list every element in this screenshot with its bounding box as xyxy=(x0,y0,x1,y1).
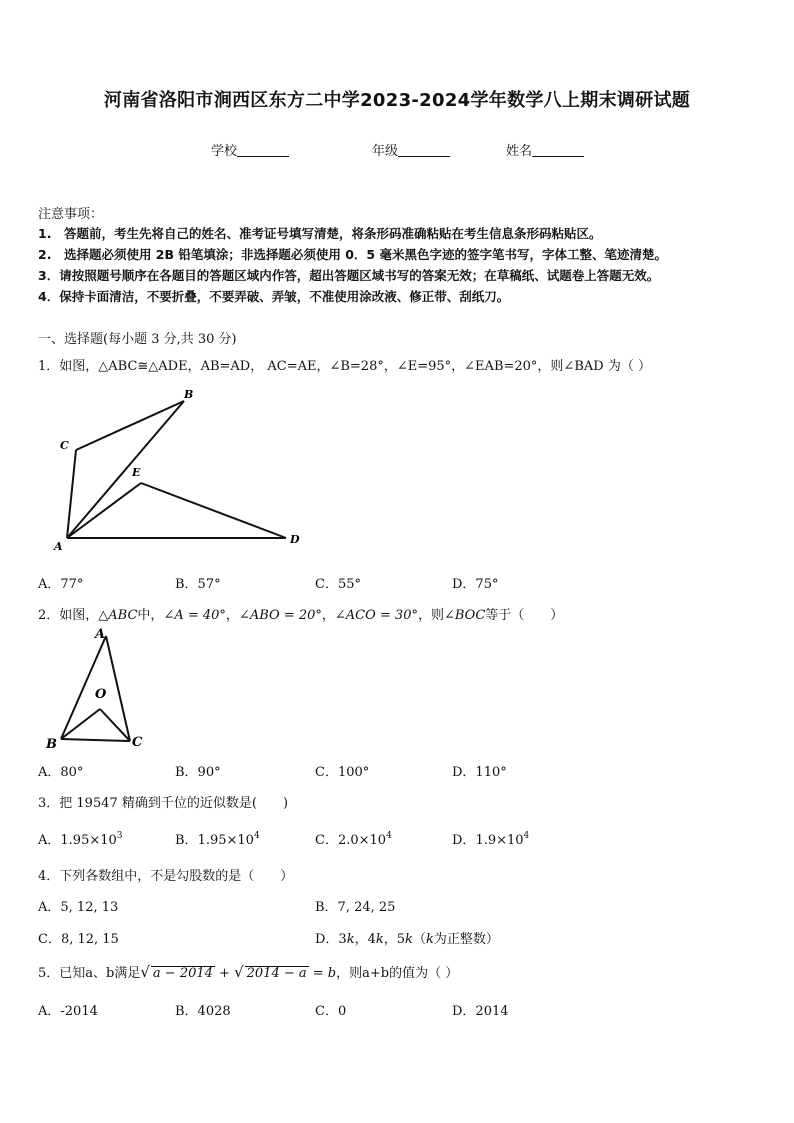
label-O: O xyxy=(95,687,107,702)
notes-heading: 注意事项： xyxy=(38,207,104,222)
q3-option-base: 1.95×10 xyxy=(197,833,254,848)
q2-zhong: 中， xyxy=(137,608,164,623)
q3-option-label: C． xyxy=(315,833,338,848)
school-blank xyxy=(237,143,289,157)
q3-option-label: B． xyxy=(175,833,198,848)
q1-option-d: D．75° xyxy=(452,577,499,592)
label-D: D xyxy=(290,533,300,546)
q2-option-b: B．90° xyxy=(175,765,221,780)
q5-option-a: A．-2014 xyxy=(38,1004,98,1019)
q2-option-a: A．80° xyxy=(38,765,84,780)
q4-d-paren: （ xyxy=(412,932,426,947)
q3-option-d xyxy=(452,829,529,848)
q4-option-c: C．8, 12, 15 xyxy=(38,932,119,947)
name-field xyxy=(506,140,584,159)
grade-blank xyxy=(398,143,450,157)
q3-option-b xyxy=(175,829,260,848)
note-item: 1. 答题前，考生先将自己的姓名、准考证号填写清楚，将条形码准确粘贴在考生信息条形码粘贴区。 xyxy=(38,226,602,241)
q5-option-d: D．2014 xyxy=(452,1004,509,1019)
q5-tail: ，则a+b的值为（ ） xyxy=(336,966,459,981)
q2-comma: ， xyxy=(225,608,239,623)
q3-option-label: A． xyxy=(38,833,61,848)
school-label: 学校 xyxy=(211,144,238,159)
q4-option-b: B．7, 24, 25 xyxy=(315,900,396,915)
q5-eq: = b xyxy=(308,966,337,981)
q4-d-tail: 为正整数） xyxy=(433,932,499,947)
grade-label: 年级 xyxy=(372,144,399,159)
q2-abc: ABC xyxy=(108,608,138,623)
q2-tri: △ xyxy=(98,608,109,623)
q4-d-k: k xyxy=(346,932,355,947)
question-4-text: 4．下列各数组中，不是勾股数的是（ ） xyxy=(38,869,294,884)
q5-prefix: 5．已知a、b满足 xyxy=(38,966,141,981)
question-5-text xyxy=(38,962,458,981)
q2-comma: ， xyxy=(321,608,335,623)
label-E: E xyxy=(132,466,141,479)
q4-option-a: A．5, 12, 13 xyxy=(38,900,119,915)
q2-angle-aco: ∠ACO = 30° xyxy=(334,608,418,623)
q2-option-c: C．100° xyxy=(315,765,370,780)
question-2-text xyxy=(38,604,563,623)
q4-d-k: k xyxy=(375,932,384,947)
q5-radicand-2: 2014 − a xyxy=(246,966,307,981)
q1-option-b: B．57° xyxy=(175,577,221,592)
page-title: 河南省洛阳市涧西区东方二中学2023-2024学年数学八上期末调研试题 xyxy=(103,90,691,111)
q3-option-exp: 4 xyxy=(523,831,530,841)
label-A: A xyxy=(54,540,63,553)
q3-option-exp: 4 xyxy=(386,831,392,841)
label-C: C xyxy=(60,439,69,452)
q4-d-k: k xyxy=(405,932,413,947)
q3-option-base: 1.95×10 xyxy=(60,833,117,848)
q2-figure xyxy=(40,624,160,754)
q1-option-a: A．77° xyxy=(38,577,84,592)
label-C: C xyxy=(132,735,143,750)
radical-sign-icon: √ xyxy=(234,963,244,981)
name-label: 姓名 xyxy=(506,144,533,159)
section-heading: 一、选择题(每小题 3 分,共 30 分) xyxy=(38,332,237,347)
school-field xyxy=(211,140,289,159)
q2-prefix: 2．如图， xyxy=(38,608,99,623)
label-A: A xyxy=(95,627,106,642)
q3-option-base: 1.9×10 xyxy=(475,833,524,848)
q4-d-mid: ，5 xyxy=(383,932,406,947)
radical-sign-icon: √ xyxy=(140,963,150,981)
q3-option-c xyxy=(315,829,392,848)
label-B: B xyxy=(184,388,194,401)
q3-option-exp: 3 xyxy=(116,831,123,841)
question-1-text: 1．如图，△ABC≅△ADE，AB=AD， AC=AE，∠B=28°，∠E=95°，∠EAB=20°，则∠BAD 为（ ） xyxy=(38,359,651,374)
q5-option-c: C．0 xyxy=(315,1004,347,1019)
q4-option-d xyxy=(315,928,499,947)
q4-d-mid: ，4 xyxy=(354,932,376,947)
name-blank xyxy=(532,143,584,157)
q3-option-label: D． xyxy=(452,833,476,848)
q2-angle-abo: ∠ABO = 20° xyxy=(238,608,322,623)
q4-d-label: D．3 xyxy=(315,932,347,947)
q4-d-k: k xyxy=(425,932,434,947)
grade-field xyxy=(372,140,450,159)
q5-plus: + xyxy=(214,966,235,981)
q5-radicand-1: a − 2014 xyxy=(152,966,213,981)
q2-angle-a: ∠A = 40° xyxy=(163,608,226,623)
q2-tail: 等于（ ） xyxy=(485,608,564,623)
note-item: 3．请按照题号顺序在各题目的答题区域内作答，超出答题区域书写的答案无效；在草稿纸、试题卷上答题无效。 xyxy=(38,268,660,283)
q3-option-a xyxy=(38,829,123,848)
note-item: 4．保持卡面清洁，不要折叠，不要弄破、弄皱，不准使用涂改液、修正带、刮纸刀。 xyxy=(38,289,510,304)
q1-figure xyxy=(50,386,310,556)
q2-then: ，则 xyxy=(417,608,444,623)
q2-option-d: D．110° xyxy=(452,765,507,780)
q2-angle-boc: ∠BOC xyxy=(444,608,486,623)
q3-option-exp: 4 xyxy=(253,831,260,841)
note-item: 2. 选择题必须使用 2B 铅笔填涂；非选择题必须使用 0．5 毫米黑色字迹的签字笔书写，字体工整、笔迹清楚。 xyxy=(38,247,667,262)
question-3-text: 3．把 19547 精确到千位的近似数是( ) xyxy=(38,796,289,811)
label-B: B xyxy=(46,737,57,752)
q1-option-c: C．55° xyxy=(315,577,361,592)
q5-option-b: B．4028 xyxy=(175,1004,231,1019)
q3-option-base: 2.0×10 xyxy=(337,833,387,848)
